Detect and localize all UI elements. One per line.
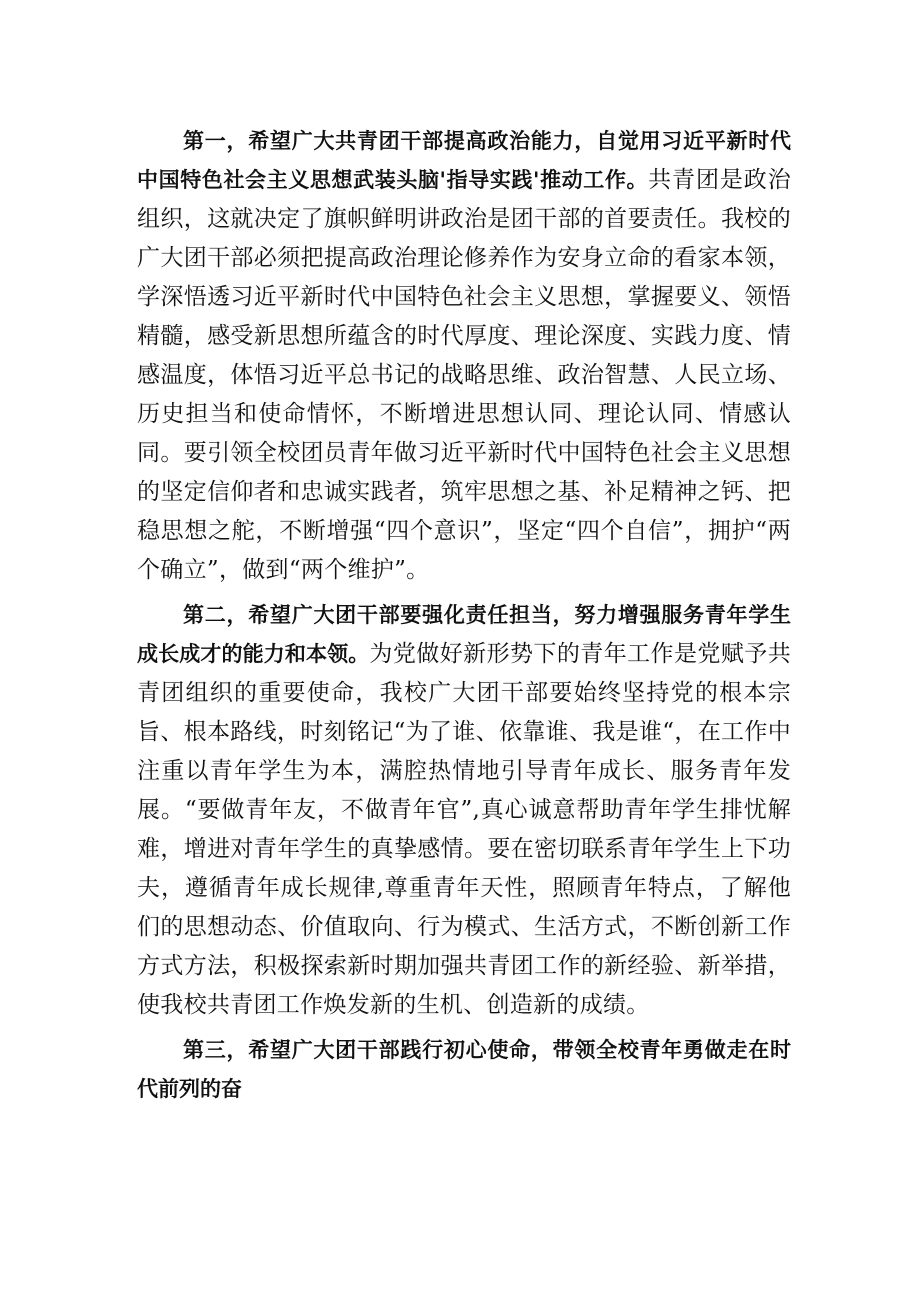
paragraph-first [137,122,791,590]
paragraph-second [137,596,791,1025]
paragraph-body: 共青团是政治组织，这就决定了旗帜鲜明讲政治是团干部的首要责任。我校的广大团干部必须把提高政治理论修养作为安身立命的看家本领，学深悟透习近平新时代中国特色社会主义思想，掌握要义、领悟精髓，感受新思想所蕴含的时代厚度、理论深度、实践力度、情感温度，体悟习近平总书记的战略思维、政治智慧、人民立场、历史担当和使命情怀，不断增进思想认同、理论认同、情感认同。要引领全校团员青年做习近平新时代中国特色社会主义思想的坚定信仰者和忠诚实践者，筑牢思想之基、补足精神之钙、把稳思想之舵，不断增强“四个意识”，坚定“四个自信”，拥护“两个确立”，做到“两个维护”。 [137,167,791,583]
paragraph-lead: 第三，希望广大团干部践行初心使命，带领全校青年勇做走在时代前列的奋 [137,1038,791,1101]
paragraph-body: 为党做好新形势下的青年工作是党赋予共青团组织的重要使命，我校广大团干部要始终坚持党的根本宗旨、根本路线，时刻铭记“为了谁、依靠谁、我是谁“，在工作中注重以青年学生为本，满腔热情地引导青年成长、服务青年发展。“要做青年友，不做青年官”,真心诚意帮助青年学生排忧解难，增进对青年学生的真挚感情。要在密切联系青年学生上下功夫，遵循青年成长规律,尊重青年天性，照顾青年特点，了解他们的思想动态、价值取向、行为模式、生活方式，不断创新工作方式方法，积极探索新时期加强共青团工作的新经验、新举措，使我校共青团工作焕发新的生机、创造新的成绩。 [137,641,792,1018]
paragraph-lead: 第一，希望广大共青团干部提高政治能力，自觉用习近平新时代中国特色社会主义思想武装头脑'指导实践'推动工作。 [137,129,791,192]
paragraph-third [137,1031,791,1109]
document-page [137,122,791,1109]
paragraph-lead: 第二，希望广大团干部要强化责任担当，努力增强服务青年学生成长成才的能力和本领。 [137,603,791,666]
